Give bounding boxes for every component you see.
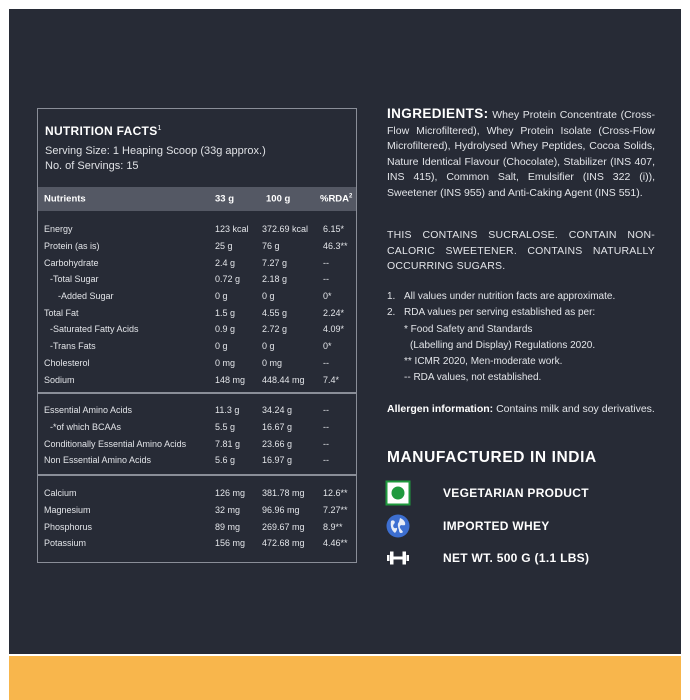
per-serving-value: 0.9 g bbox=[215, 324, 236, 335]
nutrition-title bbox=[45, 124, 356, 138]
macros-group bbox=[38, 221, 356, 388]
nutrient-name: -Total Sugar bbox=[50, 274, 99, 285]
nutrient-name: Carbohydrate bbox=[44, 257, 99, 268]
ingredients-block bbox=[387, 106, 655, 201]
rda-value: -- bbox=[323, 438, 329, 449]
table-header bbox=[38, 187, 356, 211]
per-100g-value: 472.68 mg bbox=[262, 538, 305, 549]
per-100g-value: 2.72 g bbox=[262, 324, 288, 335]
per-100g-value: 16.67 g bbox=[262, 422, 293, 433]
footnotes bbox=[387, 289, 662, 387]
per-100g-value: 7.27 g bbox=[262, 257, 288, 268]
divider bbox=[38, 474, 356, 476]
nutrient-name: Magnesium bbox=[44, 505, 91, 516]
nutrient-row bbox=[38, 304, 356, 321]
nutrient-row bbox=[38, 321, 356, 338]
footnote-2 bbox=[387, 305, 662, 321]
footnote-number: 2. bbox=[387, 307, 396, 319]
nutrient-row bbox=[38, 338, 356, 355]
nutrient-row bbox=[38, 535, 356, 552]
per-serving-value: 11.3 g bbox=[215, 405, 240, 416]
per-serving-value: 5.5 g bbox=[215, 422, 236, 433]
nutrient-name: Phosphorus bbox=[44, 521, 93, 532]
feature-label: NET WT. 500 G (1.1 LBS) bbox=[443, 551, 590, 565]
footnote-2a: * Food Safety and Standards bbox=[404, 323, 533, 335]
nutrient-name: Total Fat bbox=[44, 307, 79, 318]
rda-value: 46.3** bbox=[323, 241, 348, 252]
footnote-2c: ** ICMR 2020, Men-moderate work. bbox=[404, 356, 563, 368]
nutrient-row bbox=[38, 271, 356, 288]
rda-value: 7.4* bbox=[323, 374, 340, 385]
per-serving-value: 0.72 g bbox=[215, 274, 241, 285]
allergen-text: Contains milk and soy derivatives. bbox=[496, 403, 655, 415]
nutrient-row bbox=[38, 221, 356, 238]
nutrient-row bbox=[38, 355, 356, 372]
footnote-2d: -- RDA values, not established. bbox=[404, 372, 542, 384]
nutrient-row bbox=[38, 452, 356, 469]
header-per-100g: 100 g bbox=[266, 193, 291, 205]
nutrient-name: -Trans Fats bbox=[50, 341, 96, 352]
rda-value: -- bbox=[323, 405, 329, 416]
minerals-group bbox=[38, 485, 356, 552]
per-100g-value: 0 mg bbox=[262, 357, 283, 368]
nutrition-facts-box bbox=[37, 108, 357, 563]
header-per-serving: 33 g bbox=[215, 193, 235, 205]
footnote-1 bbox=[387, 289, 662, 305]
per-serving-value: 0 g bbox=[215, 291, 228, 302]
rda-value: -- bbox=[323, 257, 329, 268]
header-rda-footnote: 2 bbox=[349, 193, 353, 200]
rda-value: 4.46** bbox=[323, 538, 348, 549]
per-100g-value: 448.44 mg bbox=[262, 374, 305, 385]
servings-count: No. of Servings: 15 bbox=[45, 160, 139, 172]
per-serving-value: 0 mg bbox=[215, 357, 236, 368]
rda-value: 2.24* bbox=[323, 307, 345, 318]
per-serving-value: 156 mg bbox=[215, 538, 246, 549]
divider bbox=[38, 392, 356, 394]
nutrient-row bbox=[38, 254, 356, 271]
per-100g-value: 34.24 g bbox=[262, 405, 293, 416]
nutrient-row bbox=[38, 371, 356, 388]
amino-group bbox=[38, 402, 356, 469]
serving-size: Serving Size: 1 Heaping Scoop (33g approx.) bbox=[45, 145, 266, 157]
accent-strip bbox=[9, 656, 681, 700]
nutrient-row bbox=[38, 402, 356, 419]
feature-imported bbox=[385, 513, 665, 539]
per-100g-value: 23.66 g bbox=[262, 438, 293, 449]
nutrition-title-text: NUTRITION FACTS bbox=[45, 124, 158, 138]
footnote-2b: (Labelling and Display) Regulations 2020. bbox=[410, 339, 596, 351]
nutrient-name: Conditionally Essential Amino Acids bbox=[44, 438, 187, 449]
rda-value: -- bbox=[323, 422, 329, 433]
footnote-text: All values under nutrition facts are approximate. bbox=[404, 291, 616, 302]
veg-mark-icon bbox=[385, 480, 411, 506]
rda-value: 7.27** bbox=[323, 505, 348, 516]
nutrient-name: -*of which BCAAs bbox=[50, 422, 122, 433]
feature-label: VEGETARIAN PRODUCT bbox=[443, 486, 589, 500]
nutrient-name: -Saturated Fatty Acids bbox=[50, 324, 139, 335]
rda-value: -- bbox=[323, 455, 329, 466]
nutrient-row bbox=[38, 419, 356, 436]
per-100g-value: 16.97 g bbox=[262, 455, 293, 466]
nutrient-row bbox=[38, 518, 356, 535]
per-100g-value: 381.78 mg bbox=[262, 488, 305, 499]
per-serving-value: 2.4 g bbox=[215, 257, 236, 268]
nutrition-title-footnote: 1 bbox=[157, 125, 162, 132]
per-serving-value: 7.81 g bbox=[215, 438, 241, 449]
per-100g-value: 269.67 mg bbox=[262, 521, 305, 532]
per-serving-value: 25 g bbox=[215, 241, 233, 252]
rda-value: -- bbox=[323, 357, 329, 368]
feature-label: IMPORTED WHEY bbox=[443, 519, 550, 533]
nutrition-header bbox=[38, 109, 356, 187]
per-100g-value: 4.55 g bbox=[262, 307, 288, 318]
nutrient-name: Non Essential Amino Acids bbox=[44, 455, 152, 466]
nutrient-row bbox=[38, 502, 356, 519]
per-100g-value: 0 g bbox=[262, 341, 275, 352]
nutrient-name: Cholesterol bbox=[44, 357, 90, 368]
feature-net-weight bbox=[385, 545, 665, 571]
rda-value: -- bbox=[323, 274, 329, 285]
per-100g-value: 76 g bbox=[262, 241, 280, 252]
per-serving-value: 0 g bbox=[215, 341, 228, 352]
per-serving-value: 123 kcal bbox=[215, 224, 249, 235]
header-rda-text: %RDA bbox=[320, 193, 350, 205]
footnote-text: RDA values per serving established as per: bbox=[404, 307, 596, 319]
per-serving-value: 89 mg bbox=[215, 521, 241, 532]
footnote-number: 1. bbox=[387, 291, 396, 302]
nutrient-row bbox=[38, 288, 356, 305]
nutrient-name: Sodium bbox=[44, 374, 75, 385]
nutrient-row bbox=[38, 238, 356, 255]
per-serving-value: 148 mg bbox=[215, 374, 246, 385]
manufactured-in: MANUFACTURED IN INDIA bbox=[387, 449, 597, 466]
sucralose-notice: THIS CONTAINS SUCRALOSE. CONTAIN NON-CALORIC SWEETENER. CONTAINS NATURALLY OCCURRING SUGARS. bbox=[387, 229, 655, 272]
header-nutrients: Nutrients bbox=[44, 193, 86, 205]
nutrient-name: Essential Amino Acids bbox=[44, 405, 133, 416]
rda-value: 8.9** bbox=[323, 521, 343, 532]
per-100g-value: 96.96 mg bbox=[262, 505, 300, 516]
rda-value: 0* bbox=[323, 341, 332, 352]
nutrient-name: Protein (as is) bbox=[44, 241, 100, 252]
rda-value: 0* bbox=[323, 291, 332, 302]
rda-value: 4.09* bbox=[323, 324, 345, 335]
per-100g-value: 2.18 g bbox=[262, 274, 288, 285]
allergen-info bbox=[387, 402, 657, 418]
nutrient-name: Potassium bbox=[44, 538, 87, 549]
per-100g-value: 372.69 kcal bbox=[262, 224, 309, 235]
per-serving-value: 126 mg bbox=[215, 488, 246, 499]
dumbbell-icon bbox=[385, 545, 411, 571]
per-serving-value: 1.5 g bbox=[215, 307, 236, 318]
rda-value: 6.15* bbox=[323, 224, 345, 235]
per-100g-value: 0 g bbox=[262, 291, 275, 302]
nutrient-name: Calcium bbox=[44, 488, 77, 499]
ingredients-label: INGREDIENTS: bbox=[387, 106, 489, 121]
ingredients-text: Whey Protein Concentrate (Cross-Flow Microfiltered), Whey Protein Isolate (Cross-Flow Microfiltered), Hydrolysed Whey Peptides, Cocoa Solids, Nature Identical Flavour (Chocolate), Stabilizer (INS 407, INS 415), Common Salt, Emulsifier (INS 322 (i)), Sweetener (INS 955) and Anti-Caking Agent (INS 551). bbox=[387, 109, 655, 199]
nutrition-meta bbox=[45, 144, 356, 174]
header-rda bbox=[320, 193, 352, 204]
rda-value: 12.6** bbox=[323, 488, 348, 499]
nutrient-row bbox=[38, 485, 356, 502]
allergen-label: Allergen information: bbox=[387, 403, 494, 415]
per-serving-value: 32 mg bbox=[215, 505, 241, 516]
nutrient-row bbox=[38, 435, 356, 452]
feature-vegetarian bbox=[385, 480, 665, 506]
nutrient-name: Energy bbox=[44, 224, 73, 235]
nutrient-name: -Added Sugar bbox=[58, 291, 114, 302]
globe-icon bbox=[385, 513, 411, 539]
per-serving-value: 5.6 g bbox=[215, 455, 236, 466]
